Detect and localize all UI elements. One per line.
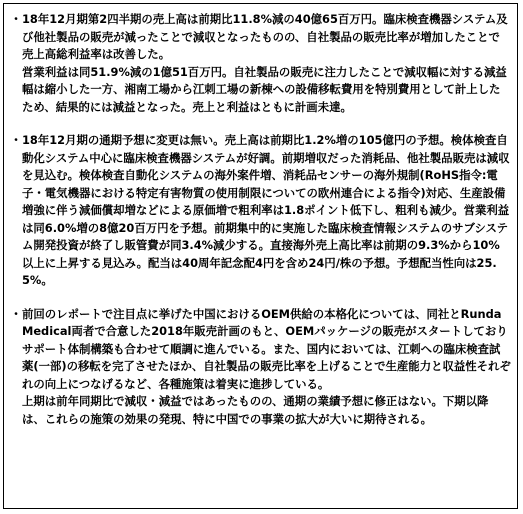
paragraph-operating-profit: 営業利益は同51.9%減の1億51百万円。自社製品の販売に注力したことで減収幅に対する減益幅は縮小した一方、湘南工場から江刺工場の新棟への設備移転費用を特別費用として計上したため、結果的には減益となった。売上と利益はともに計画未達。: [22, 64, 507, 114]
bullet-marker: ・: [10, 306, 23, 321]
section-first-half-results: [10, 11, 511, 116]
paragraph-outlook-summary: 上期は前年同期比で減収・減益ではあったものの、通期の業績予想に修正はない。下期以降は、これらの施策の効果の発現、特に中国での事業の拡大が大いに期待される。: [22, 394, 489, 426]
section-outlook: [10, 306, 511, 429]
paragraph-forecast: 18年12月期の通期予想に変更は無い。売上高は前期比1.2%増の105億円の予想。検体検査自動化システム中心に臨床検査機器システムが好調。前期増収だった消耗品、他社製品販売は減収を見込む。検体検査自動化システムの海外案件増、消耗品センサーの海外規制(RoHS指令:電子・電気機器における特定有害物質の使用制限についての欧州連合による指令)対応、生産設備増強に伴う減価償却増などによる原価増で粗利率は1.8ポイント低下し、粗利も減少。営業利益は同6.0%増の8億20百万円を予想。前期集中的に実施した臨床検査情報システムのサブシステム開発投資が終了し販管費が同3.4%減少する。直接海外売上高比率は前期の9.3%から10%以上に上昇する見込み。配当は40周年記念配4円を含め24円/株の予想。予想配当性向は25.5%。: [22, 133, 510, 287]
section-full-year-forecast: [10, 132, 511, 290]
bullet-marker: ・: [10, 12, 23, 26]
paragraph-sales-results: 18年12月期第2四半期の売上高は前期比11.8%減の40億65百万円。臨床検査機器システム及び他社製品の販売が減ったことで減収となったものの、自社製品の販売比率が増加したことで売上高総利益率は改善した。: [22, 12, 508, 61]
paragraph-oem-progress: 前回のレポートで注目点に挙げた中国におけるOEM供給の本格化については、同社とRunda Medical両者で合意した2018年販売計画のもと、OEMパッケージの販売がスタートしておりサポート体制構築も合わせて順調に進んでいる。また、国内においては、江刺への臨床検査試薬(一部)の移転を完了させたほか、自社製品の販売比率を上げることで生産能力と収益性それぞれの向上につなげるなど、各種施策は着実に進捗している。: [22, 306, 513, 391]
summary-box: [3, 3, 518, 509]
bullet-marker: ・: [10, 133, 23, 147]
